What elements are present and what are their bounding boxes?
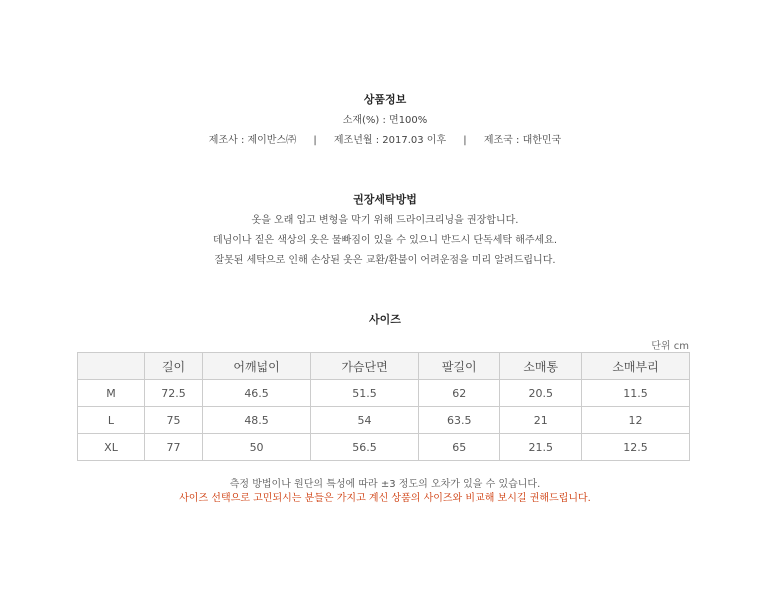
size-label-cell: XL bbox=[78, 434, 145, 461]
size-label-cell: M bbox=[78, 380, 145, 407]
table-cell: 63.5 bbox=[418, 407, 500, 434]
table-cell: 21 bbox=[500, 407, 582, 434]
product-info-heading: 상품정보 bbox=[363, 93, 407, 106]
washing-line: 옷을 오래 입고 변형을 막기 위해 드라이크리닝을 권장합니다. bbox=[251, 215, 519, 226]
washing-line: 잘못된 세탁으로 인해 손상된 옷은 교환/환불이 어려운점을 미리 알려드립니다. bbox=[214, 255, 556, 266]
measurement-note: 측정 방법이나 원단의 특성에 따라 ±3 정도의 오차가 있을 수 있습니다. bbox=[229, 479, 541, 490]
table-header-cell bbox=[78, 353, 145, 380]
table-header-cell: 소매부리 bbox=[582, 353, 690, 380]
manufacture-date-text: 제조년월 : 2017.03 이후 bbox=[333, 135, 447, 146]
table-cell: 51.5 bbox=[311, 380, 419, 407]
product-meta-line bbox=[0, 131, 770, 146]
size-label-cell: L bbox=[78, 407, 145, 434]
table-cell: 77 bbox=[145, 434, 203, 461]
table-cell: 50 bbox=[203, 434, 311, 461]
table-row bbox=[78, 407, 690, 434]
separator: | bbox=[463, 135, 467, 146]
table-header-cell: 가슴단면 bbox=[311, 353, 419, 380]
table-cell: 20.5 bbox=[500, 380, 582, 407]
table-cell: 12 bbox=[582, 407, 690, 434]
unit-label: 단위 cm bbox=[651, 341, 689, 352]
table-cell: 75 bbox=[145, 407, 203, 434]
table-header-cell: 소매통 bbox=[500, 353, 582, 380]
country-text: 제조국 : 대한민국 bbox=[483, 135, 562, 146]
manufacturer-text: 제조사 : 제이반스㈜ bbox=[208, 135, 297, 146]
table-cell: 72.5 bbox=[145, 380, 203, 407]
table-cell: 12.5 bbox=[582, 434, 690, 461]
table-cell: 48.5 bbox=[203, 407, 311, 434]
size-advice-note: 사이즈 선택으로 고민되시는 분들은 가지고 계신 상품의 사이즈와 비교해 보시길 권해드립니다. bbox=[179, 493, 591, 504]
table-header-cell: 팔길이 bbox=[418, 353, 500, 380]
material-text: 소재(%) : 면100% bbox=[342, 115, 428, 126]
table-cell: 21.5 bbox=[500, 434, 582, 461]
table-cell: 54 bbox=[311, 407, 419, 434]
table-cell: 56.5 bbox=[311, 434, 419, 461]
table-cell: 62 bbox=[418, 380, 500, 407]
separator: | bbox=[313, 135, 317, 146]
washing-heading: 권장세탁방법 bbox=[353, 193, 417, 206]
table-cell: 11.5 bbox=[582, 380, 690, 407]
size-heading: 사이즈 bbox=[369, 313, 401, 326]
table-header-cell: 어깨넓이 bbox=[203, 353, 311, 380]
table-row bbox=[78, 434, 690, 461]
table-cell: 46.5 bbox=[203, 380, 311, 407]
table-header-cell: 길이 bbox=[145, 353, 203, 380]
table-row bbox=[78, 380, 690, 407]
washing-line: 데님이나 짙은 색상의 옷은 물빠짐이 있을 수 있으니 반드시 단독세탁 해주세요. bbox=[212, 235, 558, 246]
size-table bbox=[77, 352, 690, 461]
table-header-row bbox=[78, 353, 690, 380]
table-cell: 65 bbox=[418, 434, 500, 461]
